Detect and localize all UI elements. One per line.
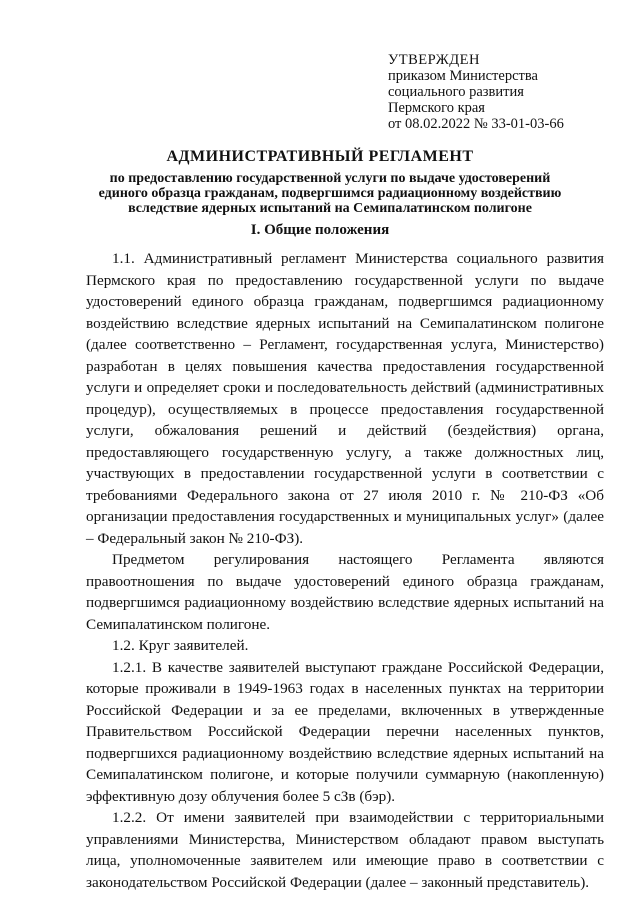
section-heading: I. Общие положения <box>250 222 390 238</box>
approval-line: социального развития <box>388 84 524 100</box>
subtitle-line: единого образца гражданам, подвергшимся радиационному воздействию <box>98 186 562 201</box>
document-title: АДМИНИСТРАТИВНЫЙ РЕГЛАМЕНТ <box>166 148 474 165</box>
subtitle-line: вследствие ядерных испытаний на Семипалатинском полигоне <box>128 201 532 216</box>
paragraph-subject: Предметом регулирования настоящего Регламента являются правоотношения по выдаче удостоверений единого образца гражданам, подвергшимся радиационному воздействию вследствие ядерных испытаний на Семипалатинском полигоне. <box>86 551 604 633</box>
paragraph-1-2-2: 1.2.2. От имени заявителей при взаимодействии с территориальными управлениями Министерства, Министерством обладают правом выступать лица, уполномоченные заявителем или имеющие право в соответствии с законодательством Российской Федерации (далее – законный представитель). <box>86 809 604 891</box>
approval-line: от 08.02.2022 № 33-01-03-66 <box>388 116 564 132</box>
approval-line: УТВЕРЖДЕН <box>388 52 480 68</box>
document-subtitle <box>60 171 600 216</box>
document-body <box>86 248 604 893</box>
paragraph-1-1: 1.1. Административный регламент Министерства социального развития Пермского края по предоставлению государственной услуги по выдаче удостоверений единого образца гражданам, подвергшимся радиационному воздействию вследствие ядерных испытаний на Семипалатинском полигоне (далее соответственно – Регламент, государственная услуга, Министерство) разработан в целях повышения качества предоставления государственной услуги и определяет сроки и последовательность действий (административных процедур), осуществляемых в процессе предоставления государственной услуги, обжалования решений и действий (бездействия) органа, предоставляющего государственную услугу, а также должностных лиц, участвующих в предоставлении государственной услуги в соответствии с требованиями Федерального закона от 27 июля 2010 г. № 210-ФЗ «Об организации предоставления государственных и муниципальных услуг» (далее – Федеральный закон № 210-ФЗ). <box>86 250 604 547</box>
approval-line: приказом Министерства <box>388 68 538 84</box>
subtitle-line: по предоставлению государственной услуги по выдаче удостоверений <box>109 171 551 186</box>
paragraph-1-2-1: 1.2.1. В качестве заявителей выступают граждане Российской Федерации, которые проживали в 1949-1963 годах в населенных пунктах на территории Российской Федерации и за ее пределами, включенных в утвержденные Правительством Российской Федерации перечни населенных пунктов, подвергшихся радиационному воздействию вследствие ядерных испытаний на Семипалатинском полигоне, и которые получили суммарную (накопленную) эффективную дозу облучения более 5 сЗв (бэр). <box>86 658 604 805</box>
approval-line: Пермского края <box>388 100 485 116</box>
paragraph-1-2: 1.2. Круг заявителей. <box>112 637 249 654</box>
approval-stamp <box>388 52 564 132</box>
